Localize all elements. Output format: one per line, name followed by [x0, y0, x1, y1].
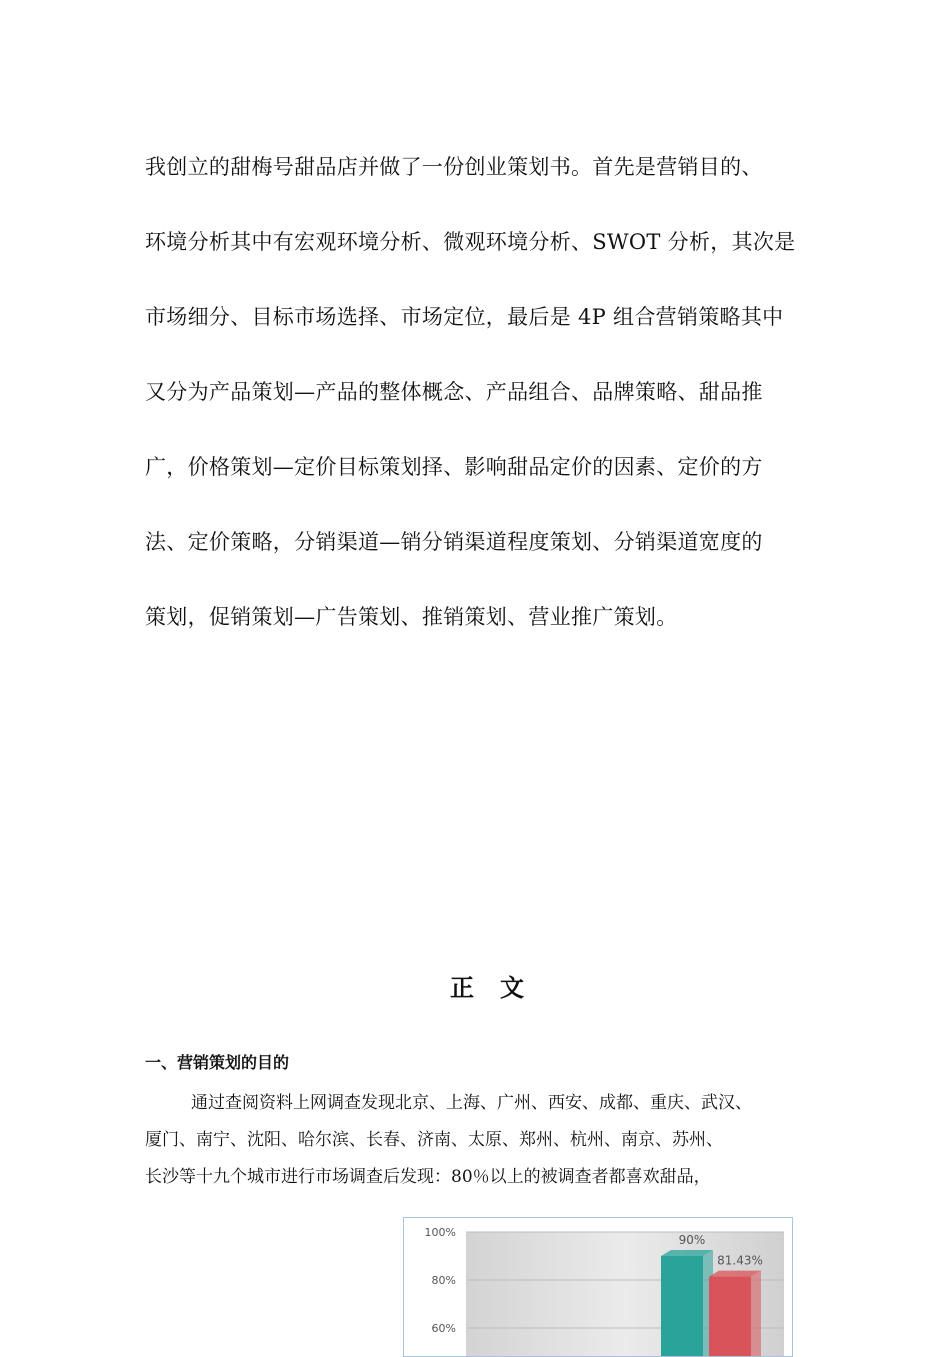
intro-line: 市场细分、目标市场选择、市场定位，最后是 4P 组合营销策略其中: [145, 305, 784, 329]
data-label: 81.43%: [717, 1253, 763, 1268]
body-line: 通过查阅资料上网调查发现北京、上海、广州、西安、成都、重庆、武汉、: [191, 1093, 752, 1113]
intro-line: 环境分析其中有宏观环境分析、微观环境分析、SWOT 分析，其次是: [145, 230, 796, 254]
bar-side: [751, 1271, 761, 1356]
section-title: 一、营销策划的目的: [145, 1053, 290, 1072]
body-line: 厦门、南宁、沈阳、哈尔滨、长春、济南、太原、郑州、杭州、南京、苏州、: [145, 1130, 723, 1150]
y-tick-label: 80%: [431, 1274, 456, 1287]
data-label: 90%: [678, 1233, 706, 1247]
intro-line: 我创立的甜梅号甜品店并做了一份创业策划书。首先是营销目的、: [145, 155, 763, 179]
intro-line: 策划，促销策划—广告策划、推销策划、营业推广策划。: [145, 605, 678, 629]
chart-canvas: [404, 1218, 792, 1356]
survey-bar-chart: [403, 1217, 793, 1357]
body-line: 长沙等十九个城市进行市场调查后发现：80％以上的被调查者都喜欢甜品，: [145, 1167, 711, 1187]
bar: [709, 1277, 751, 1356]
y-tick-label: 100%: [424, 1226, 456, 1239]
bar: [661, 1256, 703, 1356]
intro-line: 又分为产品策划—产品的整体概念、产品组合、品牌策略、甜品推: [145, 380, 763, 404]
section-paragraph: [145, 1085, 835, 1196]
intro-line: 广，价格策划—定价目标策划择、影响甜品定价的因素、定价的方: [145, 455, 763, 479]
main-heading: 正文: [450, 974, 550, 1002]
intro-paragraph: [145, 130, 825, 655]
intro-line: 法、定价策略，分销渠道—销分销渠道程度策划、分销渠道宽度的: [145, 530, 763, 554]
y-tick-label: 60%: [431, 1322, 456, 1335]
